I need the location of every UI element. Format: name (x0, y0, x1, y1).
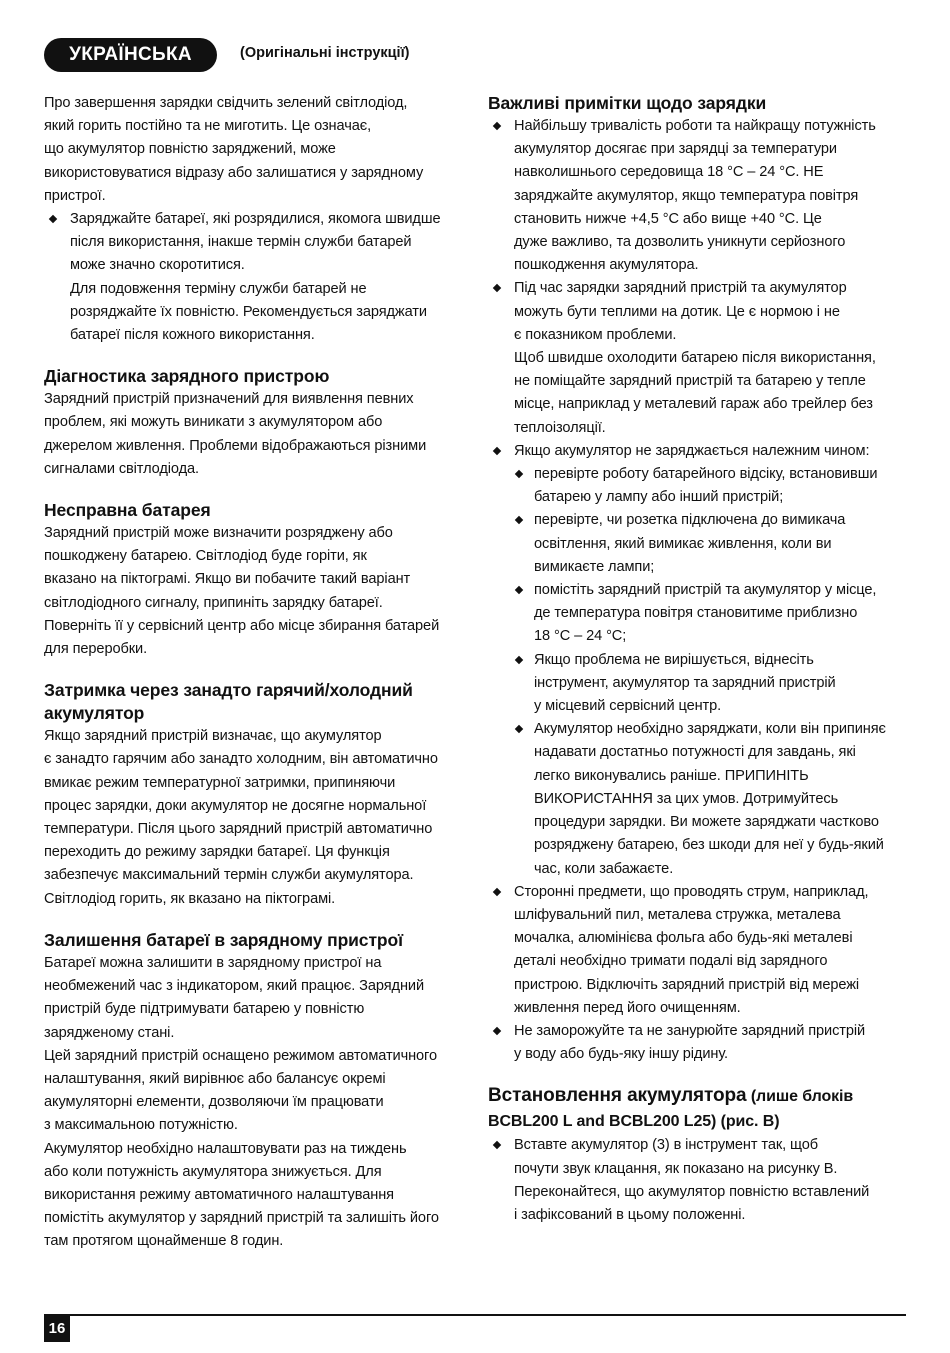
bullet-diamond-icon (515, 725, 523, 733)
bullet-diamond-icon (493, 284, 501, 292)
text-line: проблем, які можуть виникати з акумулятором або (44, 414, 383, 431)
sub-recharge-when (488, 718, 908, 880)
text-line: перевірте роботу батарейного відсіку, встановивши (534, 466, 878, 483)
text-line: акумулятор досягає при зарядці за температури (514, 141, 837, 158)
text-line: Вставте акумулятор (3) в інструмент так, щоб (514, 1137, 819, 1154)
text-line: Акумулятор необхідно налаштовувати раз на тиждень (44, 1140, 407, 1157)
right-column (488, 92, 908, 1227)
text-line: пошкоджену батарею. Світлодіод буде горіти, як (44, 548, 367, 565)
faulty-battery-heading: Несправна батарея (44, 500, 211, 521)
text-line: батарею у лампу або інший пристрій; (534, 489, 784, 506)
text-line: теплоізоляції. (514, 419, 606, 436)
text-line: вказано на піктограмі. Якщо ви побачите такий варіант (44, 571, 411, 588)
text-line: світлодіодного сигналу, припиніть зарядку батареї. (44, 594, 383, 611)
bullet-diamond-icon (49, 215, 57, 223)
text-line: або коли потужність акумулятора знижується. Для (44, 1163, 382, 1180)
text-line: шліфувальний пил, металева стружка, металева (514, 906, 841, 923)
text-line: налаштування, який вирівнює або балансує окремі (44, 1070, 386, 1087)
text-line: пристрій буде підтримувати батарею у повністю (44, 1001, 365, 1018)
text-line: необмежений час з індикатором, який працює. Зарядний (44, 978, 425, 995)
sub-move-location (488, 579, 908, 649)
text-line: акумуляторні елементи, дозволяючи їм працювати (44, 1094, 384, 1111)
text-line: деталі необхідно тримати подалі від зарядного (514, 953, 828, 970)
text-line: надавати достатньо потужності для завдань, які (534, 744, 856, 761)
text-line: почути звук клацання, як показано на рисунку B. (514, 1160, 838, 1177)
text-line: заряджайте акумулятор, якщо температура повітря (514, 187, 859, 204)
text-line: інструмент, акумулятор та зарядний пристрій (534, 674, 836, 691)
text-line: у місцевий сервісний центр. (534, 698, 722, 715)
text-line: Батареї можна залишити в зарядному пристрої на (44, 954, 382, 971)
text-line: перевірте, чи розетка підключена до вимикача (534, 512, 846, 529)
text-line: пошкодження акумулятора. (514, 257, 699, 274)
text-line: ВИКОРИСТАННЯ за цих умов. Дотримуйтесь (534, 790, 839, 807)
note-warm (488, 277, 908, 439)
text-line: 18 °C – 24 °C; (534, 628, 627, 645)
note-temperature (488, 115, 908, 277)
text-line: акумулятор (44, 703, 145, 724)
leaving-battery-text (44, 952, 464, 1254)
text-line: час, коли забажаєте. (534, 860, 674, 877)
text-line: Щоб швидше охолодити батарею після використання, (514, 350, 876, 367)
text-line: місце, наприклад у металевий гараж або трейлер без (514, 396, 873, 413)
battery-install-heading (488, 1084, 908, 1134)
original-instructions-label: (Оригінальні інструкції) (240, 45, 410, 61)
bullet-diamond-icon (515, 655, 523, 663)
text-line: вмикає режим температурної затримки, припиняючи (44, 774, 396, 791)
text-line: використовуватися відразу або залишатися у зарядному (44, 164, 424, 181)
charging-complete-paragraph (44, 92, 464, 208)
text-line: Сторонні предмети, що проводять струм, наприклад, (514, 883, 869, 900)
bullet-diamond-icon (515, 586, 523, 594)
text-line: помістіть акумулятор у зарядний пристрій та залишіть його (44, 1210, 439, 1227)
text-line: Зарядний пристрій може визначити розряджену або (44, 525, 393, 542)
text-line: забезпечує максимальний термін служби акумулятора. (44, 867, 414, 884)
hot-cold-delay-heading (44, 679, 464, 725)
text-line: живлення перед його очищенням. (514, 999, 741, 1016)
text-line: становить нижче +4,5 °C або вище +40 °C. Це (514, 210, 822, 227)
bullet-diamond-icon (515, 516, 523, 524)
faulty-battery-text (44, 522, 464, 661)
text-line: який горить постійно та не миготить. Це означає, (44, 118, 372, 135)
text-line: є показником проблеми. (514, 326, 677, 343)
text-line: що акумулятор повністю заряджений, може (44, 141, 336, 158)
text-line: там протягом щонайменше 8 годин. (44, 1233, 284, 1250)
battery-install-heading-models: (лише блоків (746, 1088, 854, 1106)
text-line: процес зарядки, доки акумулятор не досягне нормальної (44, 797, 427, 814)
text-line: з максимальною потужністю. (44, 1117, 238, 1134)
text-line: Якщо зарядний пристрій визначає, що акумулятор (44, 728, 382, 745)
left-column (44, 92, 464, 1254)
text-line: Цей зарядний пристрій оснащено режимом автоматичного (44, 1047, 437, 1064)
text-line: Під час зарядки зарядний пристрій та акумулятор (514, 280, 847, 297)
text-line: дуже важливо, та дозволить уникнути серйозного (514, 234, 846, 251)
text-line: Переконайтеся, що акумулятор повністю вставлений (514, 1183, 870, 1200)
note-no-freeze (488, 1020, 908, 1066)
text-line: Заряджайте батареї, які розрядилися, якомога швидше (70, 211, 441, 228)
text-line: сигналами світлодіода. (44, 460, 199, 477)
text-line: не поміщайте зарядний пристрій та батарею у тепле (514, 373, 866, 390)
text-line: Найбільшу тривалість роботи та найкращу потужність (514, 118, 876, 134)
leaving-battery-heading: Залишення батареї в зарядному пристрої (44, 929, 403, 950)
text-line: помістіть зарядний пристрій та акумулятор у місце, (534, 582, 877, 599)
page-number: 16 (44, 1316, 70, 1342)
charger-diagnostics-heading: Діагностика зарядного пристрою (44, 366, 330, 387)
text-line: використання режиму автоматичного налаштування (44, 1186, 394, 1203)
text-line: і зафіксований в цьому положенні. (514, 1206, 746, 1223)
text-line: Зарядний пристрій призначений для виявлення певних (44, 391, 414, 408)
bullet-diamond-icon (493, 887, 501, 895)
text-line: Поверніть її у сервісний центр або місце збирання батарей (44, 617, 440, 634)
sub-check-switch (488, 509, 908, 579)
bullet-diamond-icon (493, 122, 501, 130)
footer-rule (44, 1314, 906, 1316)
text-line: Акумулятор необхідно заряджати, коли він припиняє (534, 721, 886, 738)
text-line: вимикаєте лампи; (534, 558, 655, 575)
charging-notes-heading: Важливі примітки щодо зарядки (488, 93, 767, 113)
language-badge: УКРАЇНСЬКА (44, 38, 217, 72)
note-foreign-objects (488, 881, 908, 1020)
bullet-diamond-icon (493, 447, 501, 455)
text-line: Якщо акумулятор не заряджається належним чином: (514, 442, 870, 459)
install-battery-bullet (488, 1134, 908, 1227)
text-line: розряджайте їх повністю. Рекомендується заряджати (70, 303, 427, 320)
text-line: можуть бути теплими на дотик. Це є нормою і не (514, 303, 840, 320)
text-line: освітлення, який вимикає живлення, коли ви (534, 535, 832, 552)
text-line: мочалка, алюмінієва фольга або будь-які металеві (514, 930, 853, 947)
text-line: Затримка через занадто гарячий/холодний (44, 680, 413, 701)
text-line: переходить до режиму зарядки батареї. Ця функція (44, 844, 390, 861)
text-line: Про завершення зарядки свідчить зелений світлодіод, (44, 95, 408, 111)
text-line: після використання, інакше термін служби батарей (70, 234, 412, 251)
battery-install-heading-figure: BCBL200 L and BCBL200 L25) (рис. B) (488, 1113, 780, 1131)
text-line: Для подовження терміну служби батарей не (70, 280, 367, 297)
text-line: легко виконувались раніше. ПРИПИНІТЬ (534, 767, 809, 784)
battery-install-heading-main: Встановлення акумулятора (488, 1085, 747, 1107)
text-line: може значно скоротитися. (70, 257, 245, 274)
note-not-charging (488, 440, 908, 463)
hot-cold-delay-text (44, 725, 464, 911)
bullet-diamond-icon (493, 1027, 501, 1035)
text-line: пристрої. (44, 187, 106, 204)
text-line: пристрою. Відключіть зарядний пристрій від мережі (514, 976, 860, 993)
text-line: джерелом живлення. Проблеми відображаються різними (44, 437, 427, 454)
text-line: розряджену батарею, без шкоди для неї у будь-який (534, 837, 884, 854)
text-line: Якщо проблема не вирішується, віднесіть (534, 651, 814, 668)
text-line: у воду або будь-яку іншу рідину. (514, 1046, 729, 1063)
text-line: батареї після кожного використання. (70, 327, 315, 344)
text-line: процедури зарядки. Ви можете заряджати частково (534, 814, 879, 831)
bullet-diamond-icon (515, 470, 523, 478)
sub-check-receptacle (488, 463, 908, 509)
bullet-diamond-icon (493, 1141, 501, 1149)
text-line: навколишнього середовища 18 °C – 24 °C. НЕ (514, 164, 824, 181)
text-line: є занадто гарячим або занадто холодним, він автоматично (44, 751, 438, 768)
sub-service-center (488, 649, 908, 719)
text-line: для переробки. (44, 641, 148, 658)
text-line: температури. Після цього зарядний пристрій автоматично (44, 821, 433, 838)
text-line: Світлодіод горить, як вказано на піктограмі. (44, 890, 336, 907)
charger-diagnostics-text (44, 388, 464, 481)
charge-soon-bullet (44, 208, 464, 347)
text-line: де температура повітря становитиме приблизно (534, 605, 858, 622)
text-line: Не заморожуйте та не занурюйте зарядний пристрій (514, 1022, 866, 1039)
text-line: зарядженому стані. (44, 1024, 175, 1041)
